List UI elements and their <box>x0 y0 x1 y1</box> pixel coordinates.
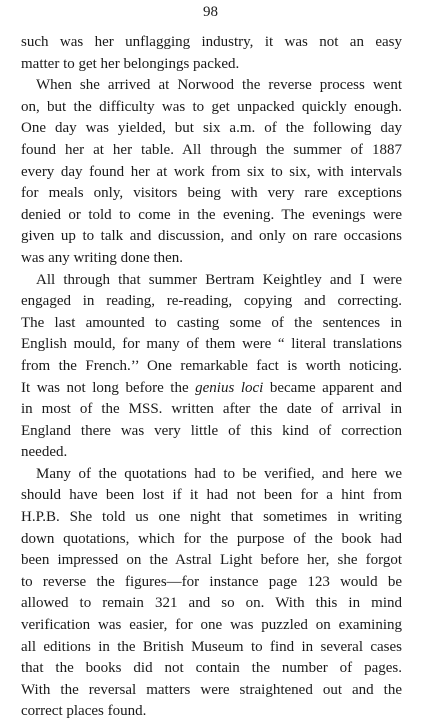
text-line: With the reversal matters were straightened out and the <box>21 681 402 698</box>
text-line: allowed to remain 321 and so on. With this in mind <box>21 595 402 612</box>
text-line: verification was easier, for one was puzzled on examining <box>21 617 402 634</box>
text-line: should have been lost if it had not been for a hint from <box>21 487 402 504</box>
text-line: H.P.B. She told us one night that sometimes in writing <box>21 509 402 526</box>
text-line: that the books did not contain the number of pages. <box>21 660 402 677</box>
text-line: such was her unflagging industry, it was not an easy <box>21 34 402 50</box>
italic-phrase: genius loci <box>195 379 264 396</box>
text-line: from the French.’’ One remarkable fact is worth noticing. <box>21 357 402 374</box>
text-line: down quotations, which for the purpose of the book had <box>21 530 402 547</box>
text-line: all editions in the British Museum to find in several cases <box>21 638 402 655</box>
text-line: on, but the difficulty was to get unpacked quickly enough. <box>21 98 402 115</box>
text-line <box>21 378 402 400</box>
text-line: was any writing done then. <box>21 249 184 266</box>
text-line: engaged in reading, re-reading, copying and correcting. <box>21 293 402 310</box>
text-line: correct places found. <box>21 703 147 720</box>
text-line: All through that summer Bertram Keightley and I were <box>36 271 402 288</box>
text-line: found her at her table. All through the summer of 1887 <box>21 141 402 158</box>
text-line: When she arrived at Norwood the reverse process went <box>36 77 402 94</box>
text-line: in most of the MSS. written after the date of arrival in <box>21 401 402 418</box>
text-line: denied or told to come in the evening. The evenings were <box>21 206 402 223</box>
text-line: given up to talk and discussion, and only on rare occasions <box>21 228 402 245</box>
text-line: matter to get her belongings packed. <box>21 55 240 72</box>
text-line: been impressed on the Astral Light before her, she forgot <box>21 552 402 569</box>
text-line: every day found her at work from six to six, with intervals <box>21 163 402 180</box>
body-text <box>21 32 402 723</box>
page-number: 98 <box>203 4 218 20</box>
text-line: The last amounted to casting some of the sentences in <box>21 314 402 331</box>
text-line: English mould, for many of them were “ literal translations <box>21 336 402 353</box>
text-line: England there was very little of this kind of correction <box>21 422 402 439</box>
text-line: for meals only, visitors being with very rare exceptions <box>21 185 402 202</box>
text-line: Many of the quotations had to be verified, and here we <box>36 465 402 482</box>
text-run: became apparent and <box>263 379 402 396</box>
text-run: It was not long before the <box>21 379 196 396</box>
text-line: needed. <box>21 444 68 461</box>
text-line: to reverse the figures—for instance page 123 would be <box>21 573 402 590</box>
text-line: One day was yielded, but six a.m. of the following day <box>21 120 402 137</box>
